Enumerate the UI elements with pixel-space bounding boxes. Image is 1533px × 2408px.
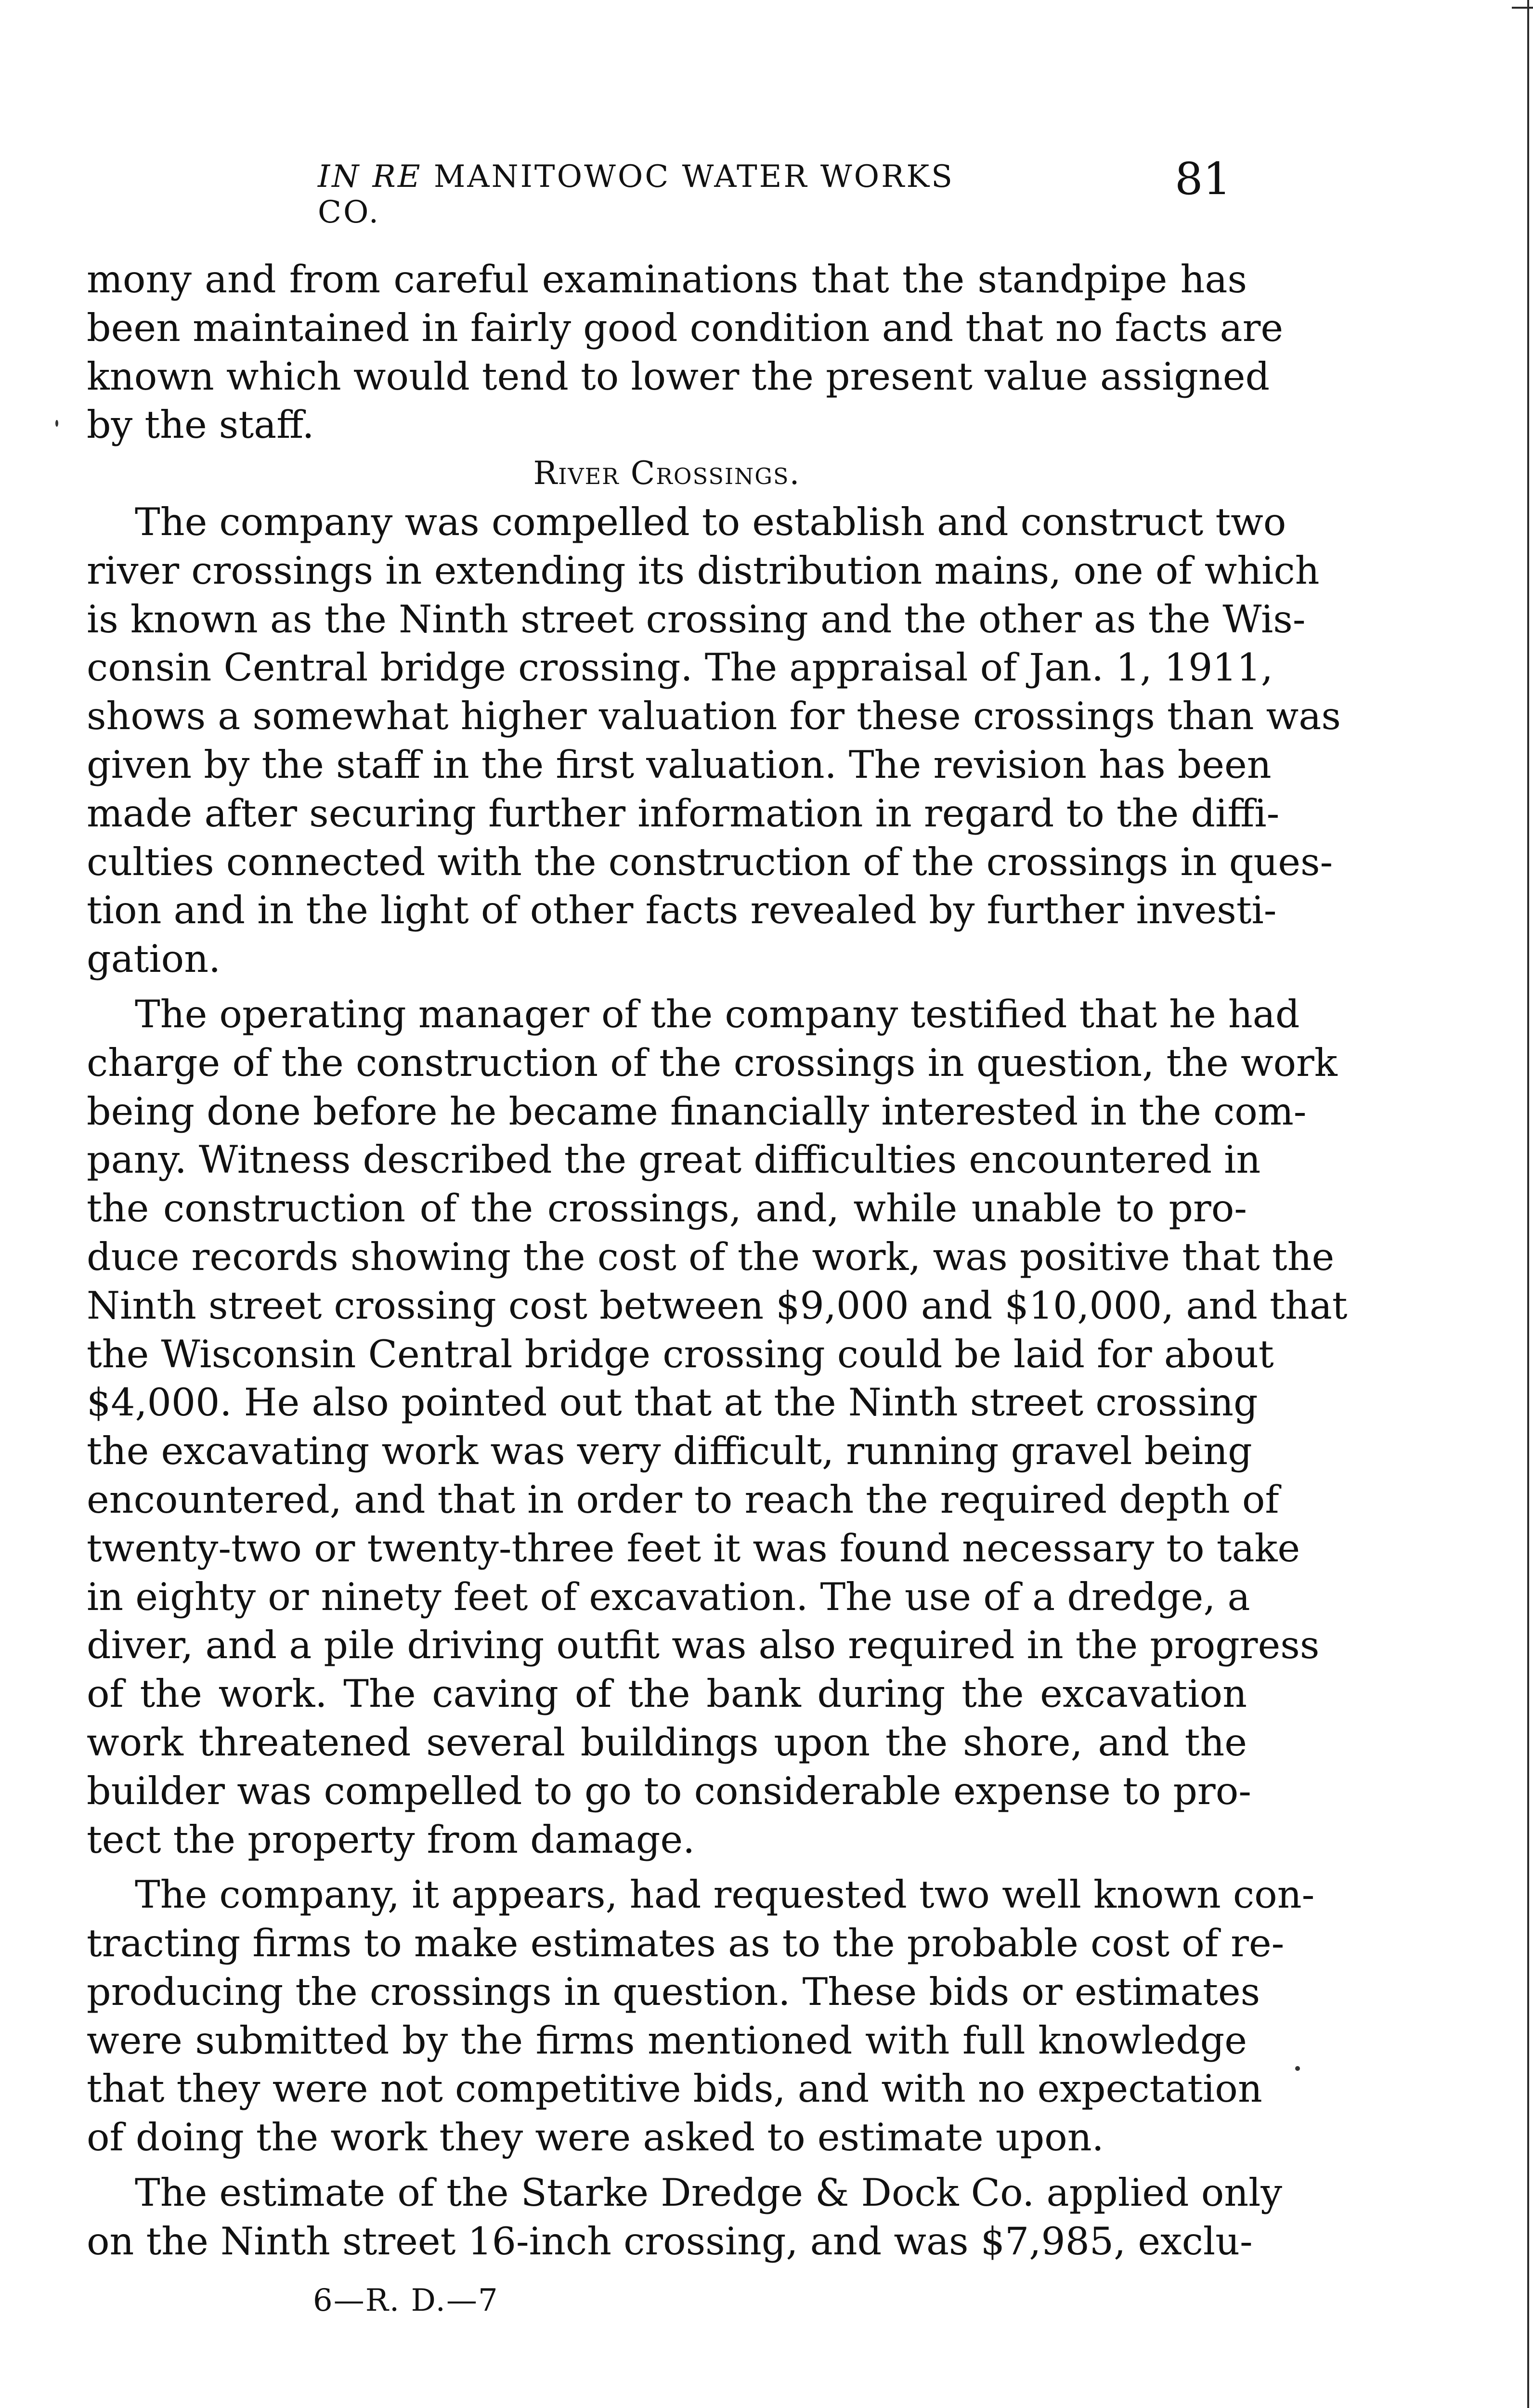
text-line: is known as the Ninth street crossing and the other as the Wis- xyxy=(87,597,1306,641)
paragraph xyxy=(87,255,1284,449)
paragraph-gap xyxy=(87,2162,1247,2169)
text-line: made after securing further information in regard to the diffi- xyxy=(87,791,1280,836)
text-line: river crossings in extending its distribution mains, one of which xyxy=(87,548,1320,593)
text-line: mony and from careful examinations that the standpipe has xyxy=(87,257,1247,301)
text-line: that they were not competitive bids, and with no expectation xyxy=(87,2067,1262,2111)
text-line: The operating manager of the company testified that he had xyxy=(135,992,1300,1036)
text-line: diver, and a pile driving outfit was also required in the progress xyxy=(87,1623,1320,1668)
text-line: being done before he became financially interested in the com- xyxy=(87,1089,1307,1134)
text-line: culties connected with the construction of the crossings in ques- xyxy=(87,839,1333,884)
text-line: tracting firms to make estimates as to the probable cost of re- xyxy=(87,1921,1285,1966)
text-line: given by the staff in the first valuation. The revision has been xyxy=(87,742,1272,787)
text-line: shows a somewhat higher valuation for these crossings than was xyxy=(87,694,1341,739)
paragraph-gap xyxy=(87,983,1247,990)
text-line: consin Central bridge crossing. The appraisal of Jan. 1, 1911, xyxy=(87,645,1273,690)
text-line: gation. xyxy=(87,937,221,982)
text-line: The estimate of the Starke Dredge & Dock Co. applied only xyxy=(135,2171,1283,2215)
text-line: work threatened several buildings upon the shore, and the xyxy=(87,1720,1247,1765)
running-header xyxy=(318,159,992,230)
text-line: known which would tend to lower the present value assigned xyxy=(87,354,1270,399)
signature-mark: 6—R. D.—7 xyxy=(313,2283,499,2318)
page-number: 81 xyxy=(1175,153,1232,205)
page-body xyxy=(87,255,1348,2266)
paragraph xyxy=(87,2169,1283,2266)
text-line: tect the property from damage. xyxy=(87,1817,695,1862)
text-line: duce records showing the cost of the work, was positive that the xyxy=(87,1234,1335,1279)
text-line: pany. Witness described the great difficulties encountered in xyxy=(87,1138,1261,1182)
header-title: MANITOWOC WATER WORKS CO. xyxy=(318,159,954,230)
scan-speck xyxy=(55,420,58,427)
text-line: of doing the work they were asked to estimate upon. xyxy=(87,2115,1104,2160)
paragraph xyxy=(87,990,1348,1864)
text-line: charge of the construction of the crossings in question, the work xyxy=(87,1040,1338,1085)
text-line: the construction of the crossings, and, while unable to pro- xyxy=(87,1186,1247,1231)
text-line: tion and in the light of other facts revealed by further investi- xyxy=(87,888,1277,933)
text-line: builder was compelled to go to considerable expense to pro- xyxy=(87,1768,1251,1813)
text-line: on the Ninth street 16-inch crossing, and was $7,985, exclu- xyxy=(87,2219,1253,2264)
top-edge-rule xyxy=(1512,7,1533,9)
text-line: by the staff. xyxy=(87,403,314,447)
section-paragraphs xyxy=(87,498,1348,2266)
text-line: The company, it appears, had requested two well known con- xyxy=(135,1872,1315,1917)
paragraph xyxy=(87,498,1341,983)
scan-speck xyxy=(1295,2066,1300,2071)
section-heading: River Crossings. xyxy=(533,455,801,492)
paragraph xyxy=(87,1871,1315,2162)
page-edge-rule xyxy=(1527,0,1529,2408)
text-line: Ninth street crossing cost between $9,000 and $10,000, and that xyxy=(87,1283,1348,1328)
text-line: $4,000. He also pointed out that at the Ninth street crossing xyxy=(87,1380,1258,1425)
text-line: the excavating work was very difficult, running gravel being xyxy=(87,1429,1252,1474)
header-prefix: IN RE xyxy=(318,159,422,195)
paragraph-continuation xyxy=(87,255,1284,449)
text-line: producing the crossings in question. These bids or estimates xyxy=(87,1969,1260,2014)
text-line: were submitted by the firms mentioned with full knowledge xyxy=(87,2018,1247,2063)
text-line: been maintained in fairly good condition and that no facts are xyxy=(87,305,1284,350)
text-line: encountered, and that in order to reach the required depth of xyxy=(87,1477,1279,1522)
text-line: of the work. The caving of the bank during the excavation xyxy=(87,1672,1247,1716)
text-line: in eighty or ninety feet of excavation. The use of a dredge, a xyxy=(87,1574,1250,1619)
text-line: twenty-two or twenty-three feet it was found necessary to take xyxy=(87,1526,1300,1570)
text-line: The company was compelled to establish and construct two xyxy=(135,499,1286,544)
paragraph-gap xyxy=(87,1864,1247,1871)
text-line: the Wisconsin Central bridge crossing could be laid for about xyxy=(87,1332,1274,1376)
